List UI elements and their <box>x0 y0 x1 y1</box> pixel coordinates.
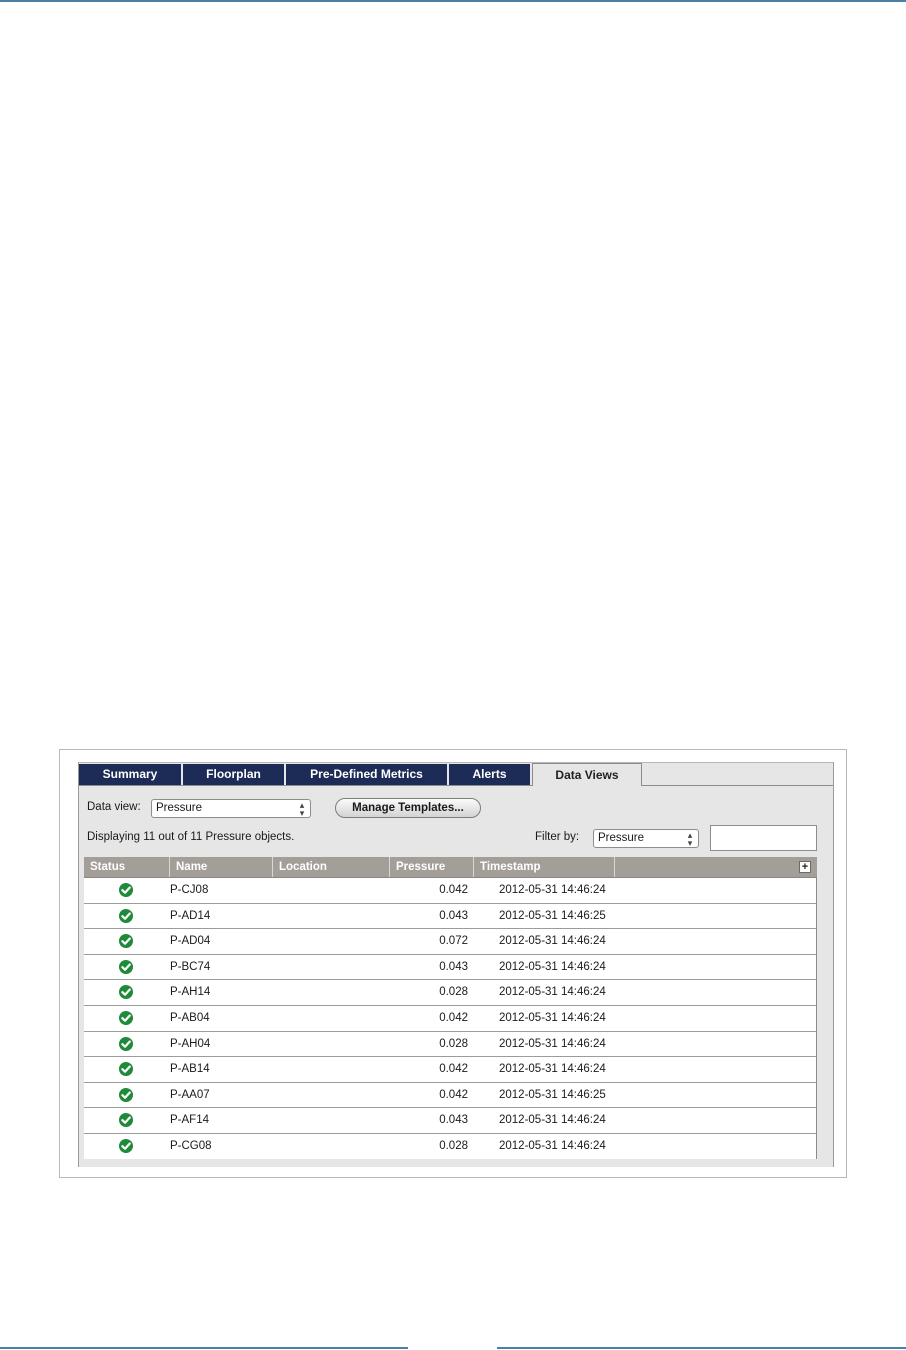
table-row[interactable] <box>84 904 816 930</box>
filter-by-select[interactable] <box>593 829 699 848</box>
cell-name: P-AH04 <box>170 1037 211 1050</box>
table-row[interactable] <box>84 1134 816 1159</box>
cell-pressure: 0.028 <box>439 986 468 999</box>
tabs-underline <box>79 785 833 786</box>
table-row[interactable] <box>84 1057 816 1083</box>
check-circle-icon <box>119 1062 133 1076</box>
filter-by-label: Filter by: <box>535 831 580 843</box>
filter-text-input[interactable] <box>710 825 817 851</box>
filter-by-select-value: Pressure <box>598 832 645 844</box>
table-row[interactable] <box>84 1032 816 1058</box>
page-top-rule <box>0 0 906 2</box>
cell-name: P-AH14 <box>170 986 211 999</box>
cell-timestamp: 2012-05-31 14:46:24 <box>499 1114 606 1127</box>
check-circle-icon <box>119 960 133 974</box>
table-row[interactable] <box>84 1006 816 1032</box>
column-header-timestamp[interactable]: Timestamp <box>474 857 615 877</box>
cell-pressure: 0.028 <box>439 1037 468 1050</box>
check-circle-icon <box>119 985 133 999</box>
check-circle-icon <box>119 1088 133 1102</box>
cell-pressure: 0.072 <box>439 935 468 948</box>
tab-pre-defined-metrics[interactable]: Pre-Defined Metrics <box>286 764 449 785</box>
tab-bar <box>79 763 833 785</box>
column-header-name[interactable]: Name <box>170 857 273 877</box>
cell-timestamp: 2012-05-31 14:46:24 <box>499 960 606 973</box>
tab-summary[interactable]: Summary <box>79 764 183 785</box>
data-views-panel <box>78 762 834 1167</box>
cell-name: P-AD14 <box>170 909 211 922</box>
cell-timestamp: 2012-05-31 14:46:25 <box>499 1088 606 1101</box>
tab-alerts[interactable]: Alerts <box>449 764 532 785</box>
check-circle-icon <box>119 1139 133 1153</box>
cell-name: P-CG08 <box>170 1139 212 1152</box>
objects-table <box>84 857 817 1159</box>
column-header-location[interactable]: Location <box>273 857 390 877</box>
data-view-select-value: Pressure <box>156 802 203 814</box>
cell-timestamp: 2012-05-31 14:46:24 <box>499 1139 606 1152</box>
cell-name: P-AD04 <box>170 935 211 948</box>
cell-timestamp: 2012-05-31 14:46:24 <box>499 884 606 896</box>
cell-timestamp: 2012-05-31 14:46:25 <box>499 909 606 922</box>
table-body <box>84 878 817 1159</box>
cell-name: P-AF14 <box>170 1114 209 1127</box>
cell-timestamp: 2012-05-31 14:46:24 <box>499 935 606 948</box>
cell-name: P-BC74 <box>170 960 211 973</box>
table-row[interactable] <box>84 955 816 981</box>
up-down-arrows-icon: ▴ ▾ <box>687 830 693 848</box>
data-view-label: Data view: <box>87 801 141 813</box>
cell-pressure: 0.042 <box>439 884 468 896</box>
check-circle-icon <box>119 909 133 923</box>
table-header <box>84 857 817 878</box>
table-row[interactable] <box>84 980 816 1006</box>
column-header-status[interactable]: Status <box>84 857 170 877</box>
cell-name: P-CJ08 <box>170 884 209 896</box>
cell-pressure: 0.042 <box>439 1063 468 1076</box>
page-bottom-rule-right <box>497 1347 906 1349</box>
column-header-pressure[interactable]: Pressure <box>390 857 474 877</box>
cell-timestamp: 2012-05-31 14:46:24 <box>499 1011 606 1024</box>
check-circle-icon <box>119 883 133 897</box>
cell-timestamp: 2012-05-31 14:46:24 <box>499 986 606 999</box>
page-bottom-rule-left <box>0 1347 408 1349</box>
check-circle-icon <box>119 1011 133 1025</box>
tab-data-views[interactable]: Data Views <box>532 763 642 786</box>
check-circle-icon <box>119 934 133 948</box>
cell-pressure: 0.028 <box>439 1139 468 1152</box>
cell-pressure: 0.042 <box>439 1011 468 1024</box>
up-down-arrows-icon: ▴ ▾ <box>299 800 305 818</box>
cell-pressure: 0.043 <box>439 960 468 973</box>
check-circle-icon <box>119 1037 133 1051</box>
cell-pressure: 0.043 <box>439 1114 468 1127</box>
cell-pressure: 0.043 <box>439 909 468 922</box>
screenshot-figure <box>59 749 847 1178</box>
cell-timestamp: 2012-05-31 14:46:24 <box>499 1037 606 1050</box>
table-row[interactable] <box>84 929 816 955</box>
cell-name: P-AB14 <box>170 1063 210 1076</box>
cell-pressure: 0.042 <box>439 1088 468 1101</box>
data-view-select[interactable] <box>151 799 311 818</box>
table-row[interactable] <box>84 878 816 904</box>
manage-templates-button[interactable]: Manage Templates... <box>335 798 481 818</box>
displaying-count-text: Displaying 11 out of 11 Pressure objects. <box>87 831 295 843</box>
cell-name: P-AB04 <box>170 1011 210 1024</box>
cell-timestamp: 2012-05-31 14:46:24 <box>499 1063 606 1076</box>
check-circle-icon <box>119 1113 133 1127</box>
table-row[interactable] <box>84 1108 816 1134</box>
table-row[interactable] <box>84 1083 816 1109</box>
add-column-plus-icon[interactable]: + <box>799 861 811 873</box>
cell-name: P-AA07 <box>170 1088 210 1101</box>
tab-floorplan[interactable]: Floorplan <box>183 764 286 785</box>
